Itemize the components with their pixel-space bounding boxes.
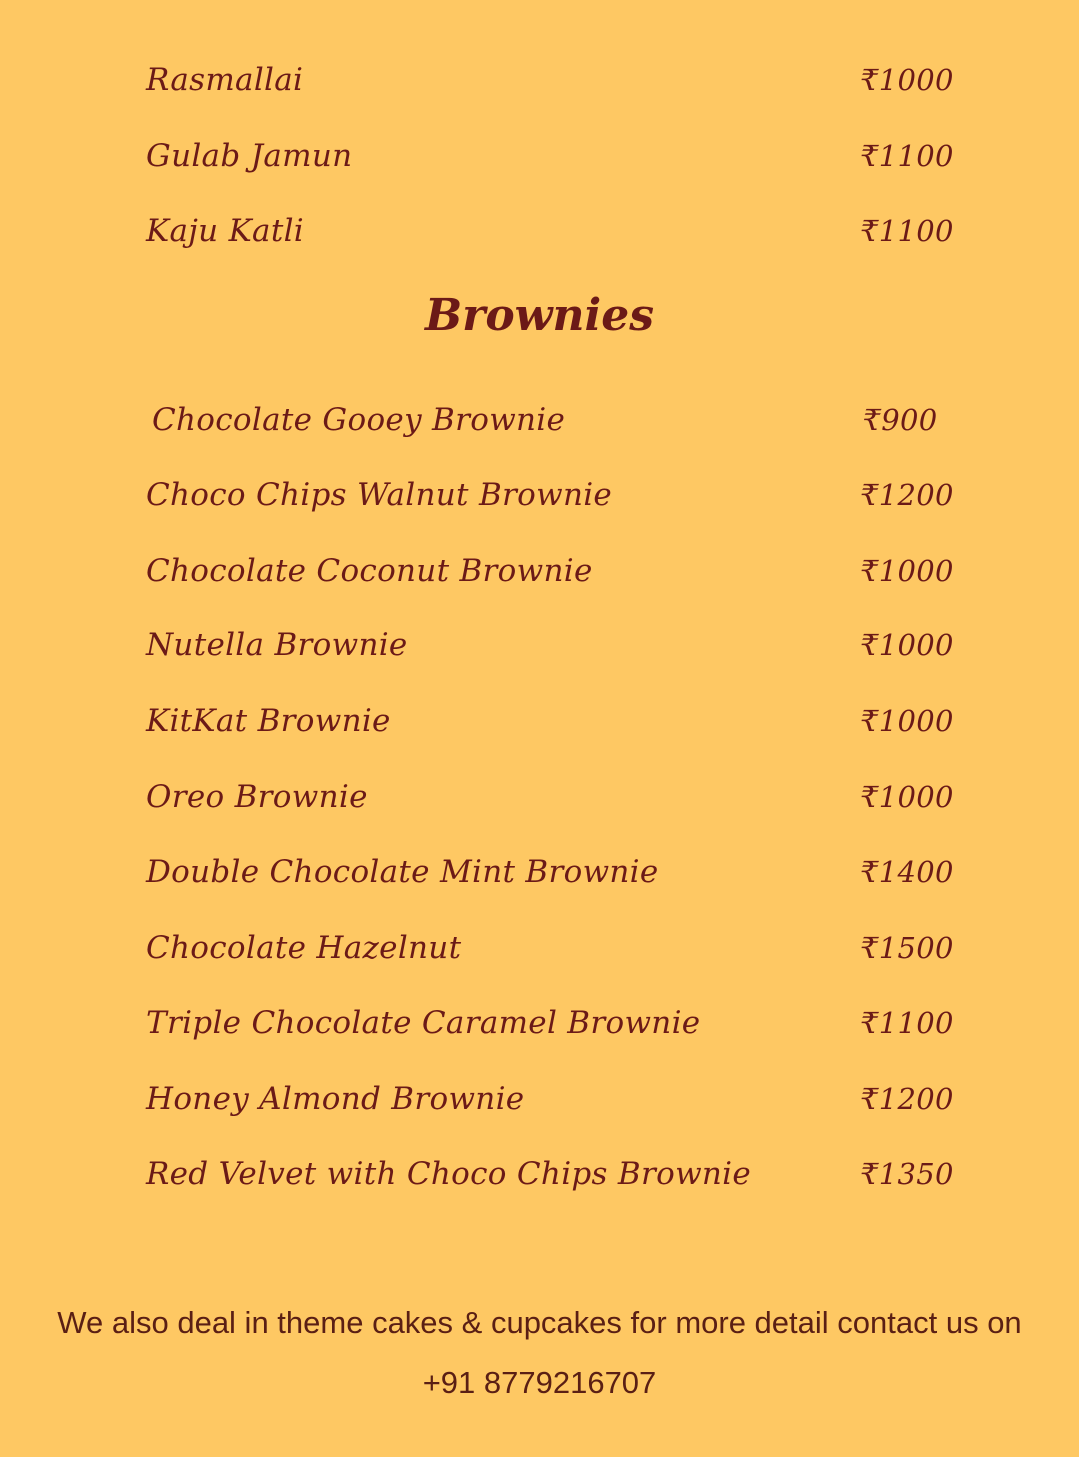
- menu-item: [146, 55, 954, 105]
- item-price: ₹1100: [860, 214, 954, 248]
- item-price: ₹1500: [860, 931, 954, 965]
- item-name: Honey Almond Brownie: [146, 1081, 525, 1117]
- item-name: Chocolate Gooey Brownie: [152, 402, 566, 438]
- item-price: ₹1100: [860, 139, 954, 173]
- item-name: Nutella Brownie: [146, 627, 408, 663]
- item-price: ₹1000: [860, 704, 954, 738]
- section-title-brownies: Brownies: [424, 290, 655, 341]
- menu-item: [146, 696, 954, 746]
- item-name: Double Chocolate Mint Brownie: [146, 854, 659, 890]
- menu-item: [152, 395, 940, 445]
- menu-item: [146, 1149, 954, 1199]
- menu-item: [146, 998, 954, 1048]
- item-name: KitKat Brownie: [146, 703, 391, 739]
- item-price: ₹1100: [860, 1006, 954, 1040]
- menu-item: [146, 847, 954, 897]
- menu-item: [146, 1074, 954, 1124]
- item-name: Chocolate Coconut Brownie: [146, 553, 593, 589]
- item-name: Rasmallai: [146, 62, 304, 98]
- item-price: ₹1000: [860, 554, 954, 588]
- item-price: ₹900: [862, 403, 938, 437]
- item-name: Oreo Brownie: [146, 779, 368, 815]
- item-price: ₹1000: [860, 628, 954, 662]
- item-name: Chocolate Hazelnut: [146, 930, 462, 966]
- item-price: ₹1350: [860, 1157, 954, 1191]
- menu-item: [146, 206, 954, 256]
- menu-item: [146, 923, 954, 973]
- menu-item: [146, 772, 954, 822]
- item-price: ₹1200: [860, 1082, 954, 1116]
- menu-item: [146, 131, 954, 181]
- item-price: ₹1000: [860, 63, 954, 97]
- item-name: Gulab Jamun: [146, 138, 353, 174]
- item-price: ₹1000: [860, 780, 954, 814]
- item-name: Red Velvet with Choco Chips Brownie: [146, 1156, 752, 1192]
- item-name: Kaju Katli: [146, 213, 304, 249]
- item-name: Triple Chocolate Caramel Brownie: [146, 1005, 701, 1041]
- contact-phone[interactable]: +91 8779216707: [422, 1365, 657, 1400]
- item-name: Choco Chips Walnut Brownie: [146, 477, 613, 513]
- menu-item: [146, 470, 954, 520]
- menu-item: [146, 546, 954, 596]
- menu-item: [146, 620, 954, 670]
- item-price: ₹1200: [860, 478, 954, 512]
- item-price: ₹1400: [860, 855, 954, 889]
- footer-text: We also deal in theme cakes & cupcakes for more detail contact us on: [57, 1305, 1022, 1340]
